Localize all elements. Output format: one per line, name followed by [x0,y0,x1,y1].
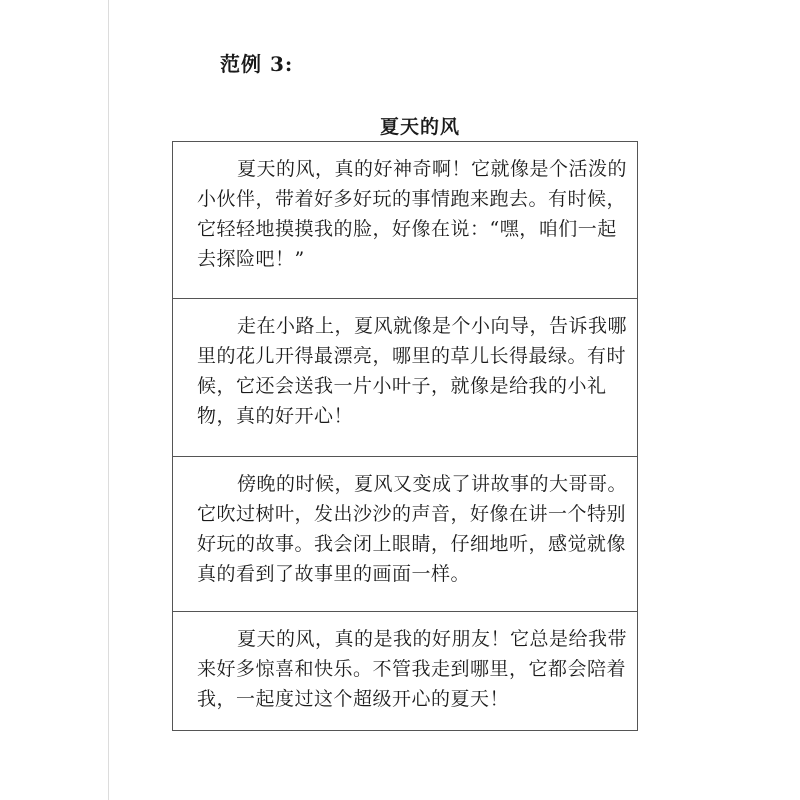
essay-table [172,141,638,731]
example-label: 范例 3: [220,52,294,76]
essay-paragraph-1: 夏天的风，真的好神奇啊！它就像是个活泼的小伙伴，带着好多好玩的事情跑来跑去。有时候，它轻轻地摸摸我的脸，好像在说：“嘿，咱们一起去探险吧！” [173,142,637,299]
essay-paragraph-3: 傍晚的时候，夏风又变成了讲故事的大哥哥。它吹过树叶，发出沙沙的声音，好像在讲一个特别好玩的故事。我会闭上眼睛，仔细地听，感觉就像真的看到了故事里的画面一样。 [173,457,637,612]
essay-title: 夏天的风 [379,116,460,138]
page-edge-line [108,0,109,800]
essay-paragraph-2: 走在小路上，夏风就像是个小向导，告诉我哪里的花儿开得最漂亮，哪里的草儿长得最绿。有时候，它还会送我一片小叶子，就像是给我的小礼物，真的好开心！ [173,299,637,457]
essay-paragraph-4: 夏天的风，真的是我的好朋友！它总是给我带来好多惊喜和快乐。不管我走到哪里，它都会陪着我，一起度过这个超级开心的夏天！ [197,628,628,710]
